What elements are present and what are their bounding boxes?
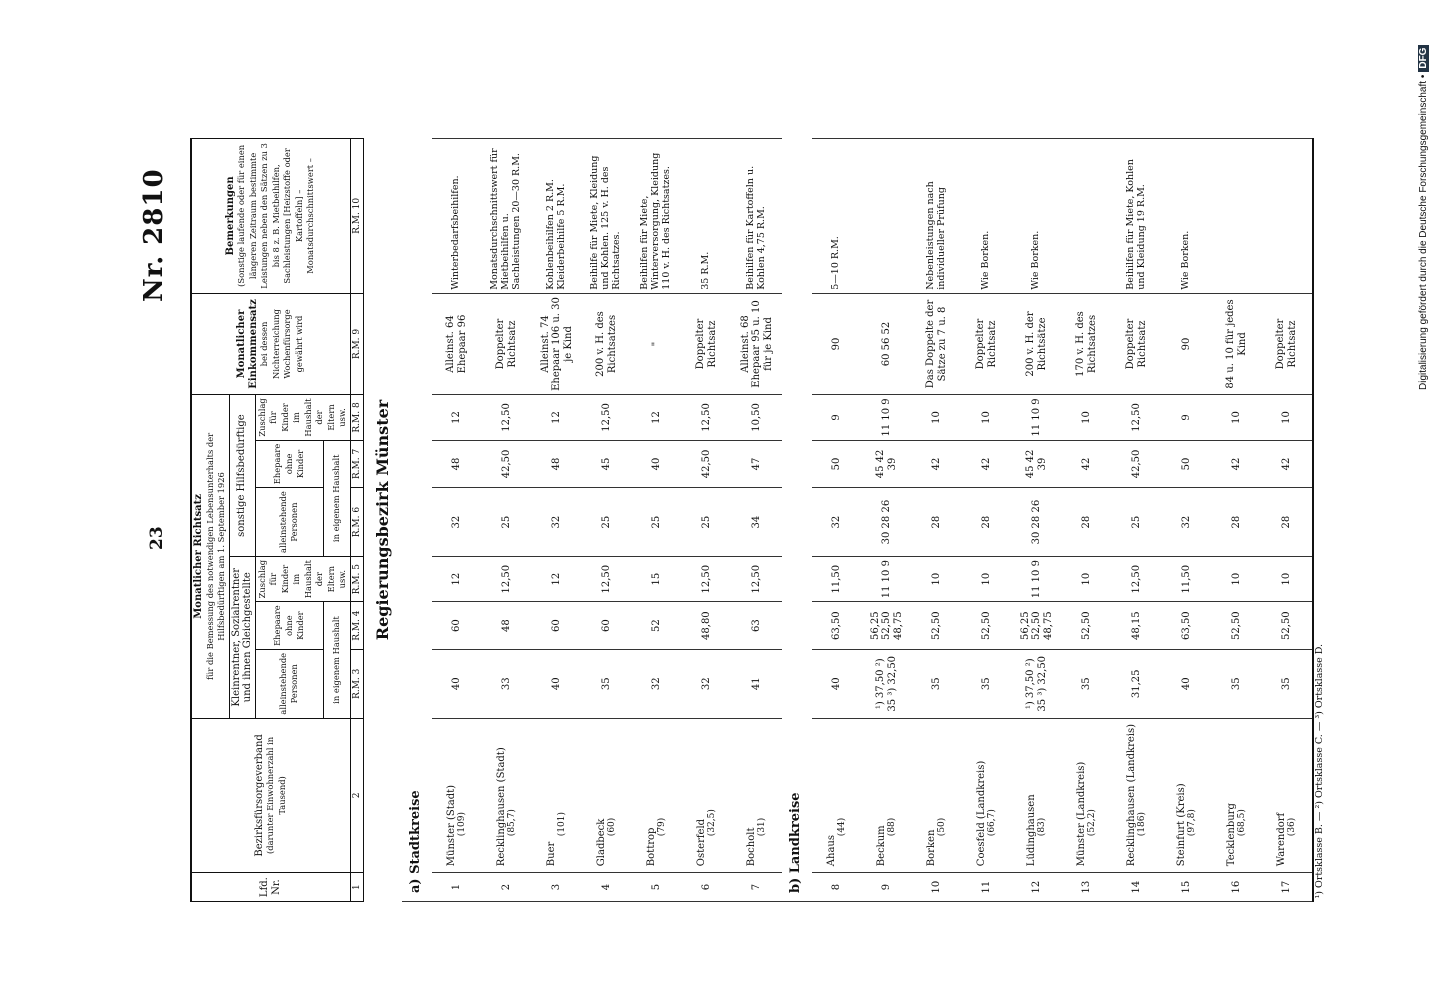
- einwohnerzahl: (79): [657, 817, 668, 837]
- alleinstehende-header: alleinstehende Personen: [255, 649, 324, 718]
- table-row: [732, 139, 782, 902]
- cell-8: 10: [1212, 395, 1262, 440]
- bemerkung-cell: Wie Borken.: [962, 139, 1012, 294]
- cell-3: 35: [912, 649, 962, 718]
- cell-5: 11 10 9: [1012, 556, 1062, 601]
- cell-6: 25: [482, 488, 532, 557]
- cell-3: 40: [812, 649, 862, 718]
- cell-6: 25: [582, 488, 632, 557]
- einwohnerzahl: (31): [757, 817, 768, 837]
- cell-3: 40: [432, 649, 482, 718]
- verband-name: Steinfurt (Kreis): [1175, 783, 1187, 867]
- verband-cell: [482, 718, 532, 873]
- cell-8: 12,50: [482, 395, 532, 440]
- bemerkung-cell: Monatsdurchschnittswert für Mietbeihilfen u. Sachleistungen 20—30 R.M.: [482, 139, 532, 294]
- cell-8: 10,50: [732, 395, 782, 440]
- col-number: R.M. 6: [350, 488, 363, 557]
- cell-7: 42,50: [1112, 440, 1162, 488]
- cell-5: 12,50: [482, 556, 532, 601]
- cell-7: 45 42 39: [1012, 440, 1062, 488]
- verband-cell: [532, 718, 582, 873]
- lfd-cell: 8: [812, 873, 862, 902]
- cell-3: 35: [1062, 649, 1112, 718]
- cell-8: 10: [1062, 395, 1112, 440]
- col-number: R.M. 3: [350, 649, 363, 718]
- table-row: [912, 139, 962, 902]
- cell-8: 11 10 9: [1012, 395, 1062, 440]
- cell-4: 52,50: [1212, 602, 1262, 650]
- footnote: ¹) Ortsklasse B. — ²) Ortsklasse C. — ³) Ortsklasse D.: [1313, 139, 1327, 902]
- cell-6: 25: [632, 488, 682, 557]
- col-number: R.M. 4: [350, 602, 363, 650]
- table-row: [1112, 139, 1162, 902]
- ehepaare-header-2: Ehepaare ohne Kinder: [255, 440, 324, 488]
- lfd-cell: 12: [1012, 873, 1062, 902]
- verband-name: Warendorf: [1275, 812, 1287, 867]
- cell-5: 12,50: [732, 556, 782, 601]
- cell-3: 35: [1212, 649, 1262, 718]
- einkommen-cell: Doppelter Richtsatz: [1262, 293, 1313, 395]
- cell-4: 63: [732, 602, 782, 650]
- lfd-cell: 9: [862, 873, 912, 902]
- col-verband-header: Bezirksfürsorgeverband (darunter Einwohnerzahl in Tausend): [191, 718, 350, 873]
- table-row: [812, 139, 862, 902]
- cell-5: 15: [632, 556, 682, 601]
- cell-7: 47: [732, 440, 782, 488]
- cell-6: 32: [532, 488, 582, 557]
- cell-7: 45: [582, 440, 632, 488]
- lfd-cell: 3: [532, 873, 582, 902]
- cell-3: 33: [482, 649, 532, 718]
- einwohnerzahl: (44): [837, 817, 848, 837]
- einwohnerzahl: (88): [887, 817, 898, 837]
- ehepaare-header: Ehepaare ohne Kinder: [255, 602, 324, 650]
- einwohnerzahl: (60): [607, 817, 618, 837]
- cell-5: 11,50: [812, 556, 862, 601]
- col-number: R.M. 9: [350, 293, 363, 395]
- bemerkung-cell: Beihilfen für Miete, Kohlen und Kleidung 19 R.M.: [1112, 139, 1162, 294]
- dfg-text: Digitalisierung gefördert durch die Deutsche Forschungsgemeinschaft •: [1418, 74, 1429, 390]
- zuschlag-header: Zuschlag für Kinder im Haushalt der Eltern usw.: [255, 556, 350, 601]
- cell-6: 32: [1162, 488, 1212, 557]
- einkommen-cell: 90: [1162, 293, 1212, 395]
- bemerkung-cell: [862, 139, 912, 294]
- einkommen-cell: Alleinst. 74 Ehepaar 106 u. 30 je Kind: [532, 293, 582, 395]
- cell-7: 42: [1212, 440, 1262, 488]
- table-row: [432, 139, 482, 902]
- cell-8: 12: [632, 395, 682, 440]
- cell-4: 63,50: [812, 602, 862, 650]
- verband-name: Borken: [925, 829, 937, 867]
- bemerkung-cell: Wie Borken.: [1162, 139, 1212, 294]
- lfd-cell: 17: [1262, 873, 1313, 902]
- cell-7: 45 42 39: [862, 440, 912, 488]
- einwohnerzahl: (83): [1037, 817, 1048, 837]
- cell-4: 48: [482, 602, 532, 650]
- cell-6: 28: [912, 488, 962, 557]
- verband-name: Lüdinghausen: [1025, 794, 1037, 867]
- cell-6: 30 28 26: [862, 488, 912, 557]
- cell-5: 10: [1262, 556, 1313, 601]
- eigener-haushalt-header-2: in eigenem Haushalt: [324, 440, 351, 556]
- verband-cell: [912, 718, 962, 873]
- cell-3: 32: [682, 649, 732, 718]
- cell-6: 30 28 26: [1012, 488, 1062, 557]
- verband-cell: [1112, 718, 1162, 873]
- table-row: [862, 139, 912, 902]
- verband-cell: [962, 718, 1012, 873]
- cell-8: 10: [912, 395, 962, 440]
- section-a-title: a) Stadtkreise: [402, 139, 432, 902]
- col-einkommen-header: Monatlicher Einkommensatz bei dessen Nichterreichung Wochenfürsorge gewährt wird: [191, 293, 350, 395]
- col-number: R.M. 8: [350, 395, 363, 440]
- col-number: R.M. 10: [350, 139, 363, 294]
- lfd-cell: 1: [432, 873, 482, 902]
- einkommen-cell: Alleinst. 64 Ehepaar 96: [432, 293, 482, 395]
- lfd-cell: 11: [962, 873, 1012, 902]
- cell-3: 35: [1262, 649, 1313, 718]
- col-bemerkungen-header: Bemerkungen (Sonstige laufende oder für einen längeren Zeitraum bestimmte Leistungen neben den Sätzen zu 3 bis 8 z. B. Mietbeihilfen, Sachleistungen [Heizstoffe oder Kartoffeln] – Monatsdurchschnittswert –: [191, 139, 350, 294]
- cell-3: ¹) 37,50 ²) 35 ³) 32,50: [862, 649, 912, 718]
- col-number: R.M. 5: [350, 556, 363, 601]
- cell-7: 50: [812, 440, 862, 488]
- verband-cell: [732, 718, 782, 873]
- cell-8: 10: [962, 395, 1012, 440]
- cell-7: 48: [532, 440, 582, 488]
- region-title: Regierungsbezirk Münster: [372, 399, 392, 641]
- cell-4: 52: [632, 602, 682, 650]
- bemerkung-cell: 35 R.M.: [682, 139, 732, 294]
- bemerkung-cell: Beihilfen für Miete, Winterversorgung, Kleidung 110 v. H. des Richtsatzes.: [632, 139, 682, 294]
- bemerkung-cell: [1062, 139, 1112, 294]
- kleinrentner-header: Kleinrentner, Sozialrentner und ihnen Gleichgestellte: [229, 556, 255, 718]
- cell-7: 50: [1162, 440, 1212, 488]
- bemerkung-cell: Kohlenbeihilfen 2 R.M. Kleiderbeihilfe 5 R.M.: [532, 139, 582, 294]
- verband-name: Buer: [545, 841, 557, 867]
- cell-7: 42: [1262, 440, 1313, 488]
- verband-cell: [862, 718, 912, 873]
- cell-4: 52,50: [1062, 602, 1112, 650]
- table-row: [1062, 139, 1112, 902]
- verband-cell: [1212, 718, 1262, 873]
- cell-6: 32: [432, 488, 482, 557]
- bemerkung-cell: [1212, 139, 1262, 294]
- einkommen-cell: 60 56 52: [862, 293, 912, 395]
- verband-cell: [1012, 718, 1062, 873]
- einwohnerzahl: (97,8): [1187, 809, 1198, 837]
- table-row: [632, 139, 682, 902]
- einkommen-cell: Alleinst. 68 Ehepaar 95 u. 10 für je Kind: [732, 293, 782, 395]
- cell-5: 10: [1062, 556, 1112, 601]
- bemerkung-cell: 5—10 R.M.: [812, 139, 862, 294]
- cell-5: 10: [1212, 556, 1262, 601]
- cell-3: 40: [532, 649, 582, 718]
- einkommen-cell: ": [632, 293, 682, 395]
- cell-5: 12: [432, 556, 482, 601]
- verband-name: Ahaus: [825, 834, 837, 867]
- cell-7: 48: [432, 440, 482, 488]
- cell-5: 11,50: [1162, 556, 1212, 601]
- verband-cell: [1062, 718, 1112, 873]
- rotated-page: [55, 130, 1375, 930]
- cell-5: 12,50: [682, 556, 732, 601]
- cell-3: 40: [1162, 649, 1212, 718]
- einkommen-cell: Doppelter Richtsatz: [962, 293, 1012, 395]
- einkommen-cell: 170 v. H. des Richtsatzes: [1062, 293, 1112, 395]
- einkommen-cell: Doppelter Richtsatz: [482, 293, 532, 395]
- cell-4: 48,80: [682, 602, 732, 650]
- cell-5: 10: [912, 556, 962, 601]
- cell-7: 42: [1062, 440, 1112, 488]
- cell-3: 41: [732, 649, 782, 718]
- cell-6: 32: [812, 488, 862, 557]
- verband-cell: [682, 718, 732, 873]
- verband-name: Gladbeck: [595, 818, 607, 867]
- cell-4: 60: [432, 602, 482, 650]
- einwohnerzahl: (66,7): [987, 809, 998, 837]
- cell-8: 12,50: [682, 395, 732, 440]
- cell-3: 35: [582, 649, 632, 718]
- page-number: 23: [147, 526, 167, 550]
- cell-5: 11 10 9: [862, 556, 912, 601]
- cell-4: 52,50: [912, 602, 962, 650]
- cell-6: 25: [1112, 488, 1162, 557]
- col-number: 1: [350, 873, 363, 902]
- table-row: [1012, 139, 1062, 902]
- alleinstehende-header-2: alleinstehende Personen: [255, 488, 324, 557]
- verband-cell: [1262, 718, 1313, 873]
- cell-3: 32: [632, 649, 682, 718]
- einkommen-cell: Doppelter Richtsatz: [1112, 293, 1162, 395]
- verband-cell: [432, 718, 482, 873]
- bemerkung-cell: Winterbedarfsbeihilfen.: [432, 139, 482, 294]
- einwohnerzahl: (101): [557, 811, 568, 837]
- cell-4: 48,15: [1112, 602, 1162, 650]
- verband-name: Bottrop: [645, 827, 657, 867]
- verband-name: Bocholt: [745, 827, 757, 867]
- cell-8: 9: [812, 395, 862, 440]
- einkommen-cell: Doppelter Richtsatz: [682, 293, 732, 395]
- bemerkung-cell: Wie Borken.: [1012, 139, 1062, 294]
- einwohnerzahl: (85,7): [507, 809, 518, 837]
- bemerkung-cell: [1262, 139, 1313, 294]
- cell-8: 9: [1162, 395, 1212, 440]
- cell-5: 12,50: [582, 556, 632, 601]
- cell-3: 31,25: [1112, 649, 1162, 718]
- table-row: [682, 139, 732, 902]
- verband-cell: [582, 718, 632, 873]
- einwohnerzahl: (68,5): [1237, 809, 1248, 837]
- lfd-cell: 13: [1062, 873, 1112, 902]
- cell-3: ¹) 37,50 ²) 35 ³) 32,50: [1012, 649, 1062, 718]
- lfd-cell: 15: [1162, 873, 1212, 902]
- cell-8: 11 10 9: [862, 395, 912, 440]
- dfg-notice: [1418, 10, 1432, 390]
- cell-4: 52,50: [962, 602, 1012, 650]
- cell-7: 42: [962, 440, 1012, 488]
- lfd-cell: 10: [912, 873, 962, 902]
- verband-name: Osterfeld: [695, 818, 707, 867]
- einkommen-cell: 200 v. H. der Richtsätze: [1012, 293, 1062, 395]
- richtsatz-table: [190, 138, 1327, 902]
- col-number: R.M. 7: [350, 440, 363, 488]
- eigener-haushalt-header: in eigenem Haushalt: [324, 602, 351, 718]
- cell-5: 12: [532, 556, 582, 601]
- table-row: [532, 139, 582, 902]
- table-row: [482, 139, 532, 902]
- cell-6: 25: [682, 488, 732, 557]
- lfd-cell: 4: [582, 873, 632, 902]
- cell-4: 60: [532, 602, 582, 650]
- lfd-cell: 7: [732, 873, 782, 902]
- cell-6: 28: [1212, 488, 1262, 557]
- einwohnerzahl: (52,2): [1087, 809, 1098, 837]
- verband-cell: [632, 718, 682, 873]
- table-row: [1212, 139, 1262, 902]
- einwohnerzahl: (50): [937, 817, 948, 837]
- einwohnerzahl: (109): [457, 811, 468, 837]
- document-number: Nr. 2810: [139, 168, 169, 302]
- col-lfd-header: Lfd. Nr.: [191, 873, 350, 902]
- lfd-cell: 2: [482, 873, 532, 902]
- col-number: 2: [350, 718, 363, 873]
- lfd-cell: 5: [632, 873, 682, 902]
- cell-4: 52,50: [1262, 602, 1313, 650]
- cell-5: 10: [962, 556, 1012, 601]
- zuschlag-header-2: Zuschlag für Kinder im Haushalt der Eltern usw.: [255, 395, 350, 440]
- col-richtsatz-header: Monatlicher Richtsatz für die Bemessung des notwendigen Lebensunterhalts der Hilfsbedürftigen am 1. September 1926: [191, 395, 229, 718]
- einkommen-cell: Das Doppelte der Sätze zu 7 u. 8: [912, 293, 962, 395]
- verband-name: Recklinghausen (Landkreis): [1125, 723, 1137, 867]
- verband-cell: [812, 718, 862, 873]
- cell-7: 42: [912, 440, 962, 488]
- einkommen-cell: 90: [812, 293, 862, 395]
- verband-name: Münster (Landkreis): [1075, 761, 1087, 867]
- verband-name: Recklinghausen (Stadt): [495, 747, 507, 867]
- einkommen-cell: 84 u. 10 für jedes Kind: [1212, 293, 1262, 395]
- cell-8: 12: [532, 395, 582, 440]
- verband-cell: [1162, 718, 1212, 873]
- verband-name: Tecklenburg: [1225, 803, 1237, 867]
- table-row: [1262, 139, 1313, 902]
- cell-8: 10: [1262, 395, 1313, 440]
- lfd-cell: 6: [682, 873, 732, 902]
- lfd-cell: 14: [1112, 873, 1162, 902]
- cell-6: 34: [732, 488, 782, 557]
- cell-4: 60: [582, 602, 632, 650]
- einwohnerzahl: (186): [1137, 811, 1148, 837]
- table-row: [1162, 139, 1212, 902]
- cell-4: 63,50: [1162, 602, 1212, 650]
- sonstige-header: sonstige Hilfsbedürftige: [229, 395, 255, 557]
- cell-3: 35: [962, 649, 1012, 718]
- cell-6: 28: [1062, 488, 1112, 557]
- bemerkung-cell: Beihilfen für Kartoffeln u. Kohlen 4,75 R.M.: [732, 139, 782, 294]
- section-b-title: b) Landkreise: [782, 139, 812, 902]
- cell-8: 12: [432, 395, 482, 440]
- bemerkung-cell: Beihilfe für Miete, Kleidung und Kohlen. 125 v. H. des Richtsatzes.: [582, 139, 632, 294]
- verband-name: Münster (Stadt): [445, 784, 457, 867]
- cell-4: 56,25 52,50 48,75: [862, 602, 912, 650]
- cell-8: 12,50: [1112, 395, 1162, 440]
- einwohnerzahl: (36): [1287, 817, 1298, 837]
- cell-4: 56,25 52,50 48,75: [1012, 602, 1062, 650]
- cell-5: 12,50: [1112, 556, 1162, 601]
- cell-6: 28: [1262, 488, 1313, 557]
- table-row: [962, 139, 1012, 902]
- cell-6: 28: [962, 488, 1012, 557]
- cell-8: 12,50: [582, 395, 632, 440]
- table-row: [582, 139, 632, 902]
- einwohnerzahl: (32,5): [707, 809, 718, 837]
- lfd-cell: 16: [1212, 873, 1262, 902]
- einkommen-cell: 200 v. H. des Richtsatzes: [582, 293, 632, 395]
- dfg-logo: DFG: [1418, 45, 1429, 72]
- cell-7: 42,50: [482, 440, 532, 488]
- verband-name: Coesfeld (Landkreis): [975, 760, 987, 867]
- bemerkung-cell: Nebenleistungen nach individueller Prüfung: [912, 139, 962, 294]
- cell-7: 42,50: [682, 440, 732, 488]
- cell-7: 40: [632, 440, 682, 488]
- verband-name: Beckum: [875, 825, 887, 867]
